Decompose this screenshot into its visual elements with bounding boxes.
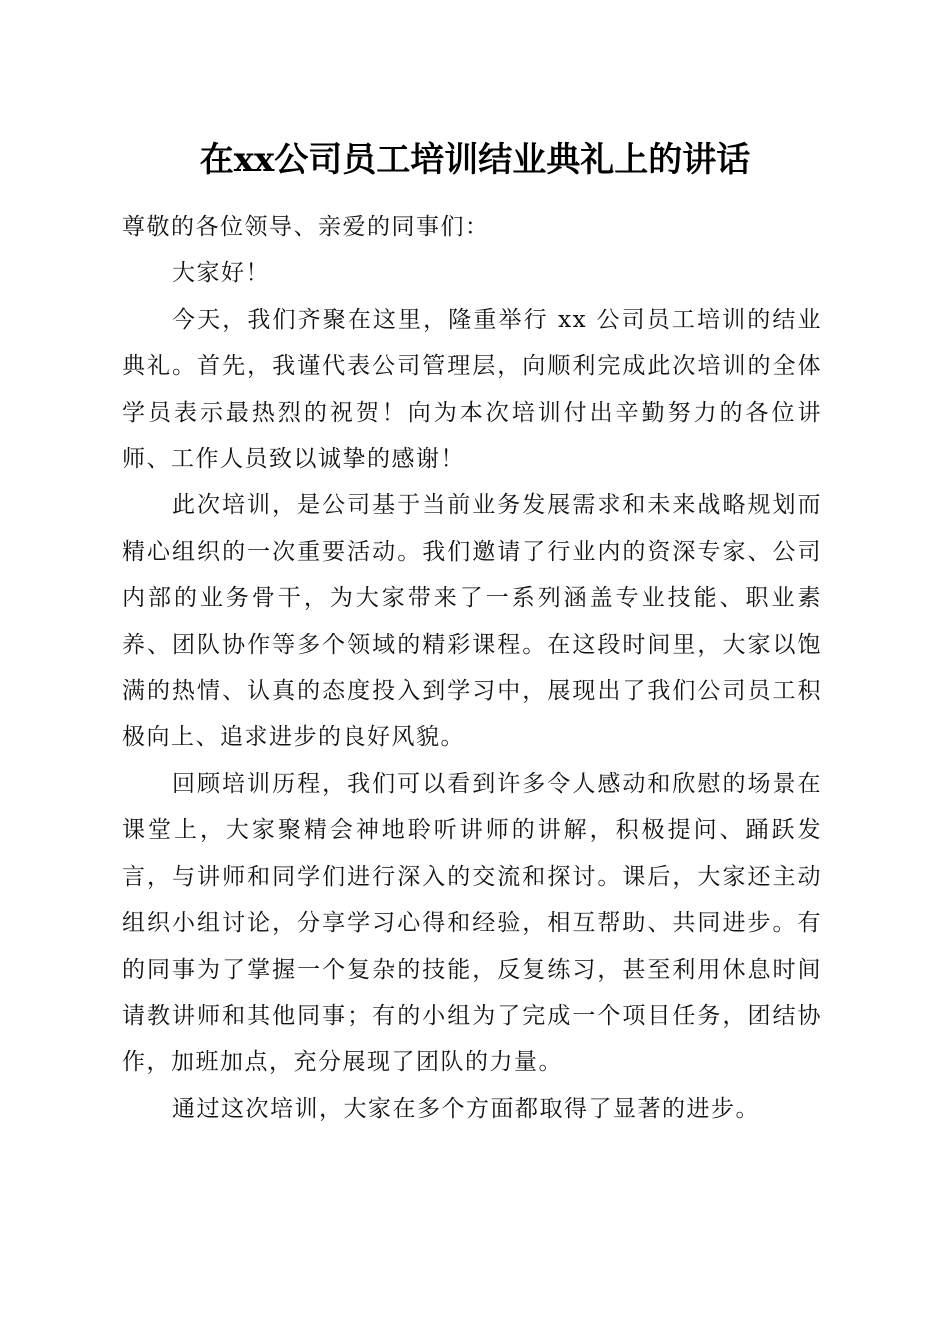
document-title: 在xx公司员工培训结业典礼上的讲话 xyxy=(199,140,751,180)
paragraph: 今天，我们齐聚在这里，隆重举行 xx 公司员工培训的结业典礼。首先，我谨代表公司管理层，向顺利完成此次培训的全体学员表示最热烈的祝贺！向为本次培训付出辛勤努力的各位讲师、工作人员致以诚挚的感谢！ xyxy=(122,306,822,473)
greeting: 大家好！ xyxy=(172,260,270,287)
salutation: 尊敬的各位领导、亲爱的同事们： xyxy=(122,214,490,240)
paragraph: 此次培训，是公司基于当前业务发展需求和未来战略规划而精心组织的一次重要活动。我们邀请了行业内的资深专家、公司内部的业务骨干，为大家带来了一系列涵盖专业技能、职业素养、团队协作等多个领域的精彩课程。在这段时间里，大家以饱满的热情、认真的态度投入到学习中，展现出了我们公司员工积极向上、追求进步的良好风貌。 xyxy=(122,492,822,751)
paragraph: 通过这次培训，大家在多个方面都取得了显著的进步。 xyxy=(172,1095,760,1122)
paragraph: 回顾培训历程，我们可以看到许多令人感动和欣慰的场景在课堂上，大家聚精会神地聆听讲师的讲解，积极提问、踊跃发言，与讲师和同学们进行深入的交流和探讨。课后，大家还主动组织小组讨论，分享学习心得和经验，相互帮助、共同进步。有的同事为了掌握一个复杂的技能，反复练习，甚至利用休息时间请教讲师和其他同事；有的小组为了完成一个项目任务，团结协作，加班加点，充分展现了团队的力量。 xyxy=(122,770,822,1076)
document-body xyxy=(122,204,822,1132)
